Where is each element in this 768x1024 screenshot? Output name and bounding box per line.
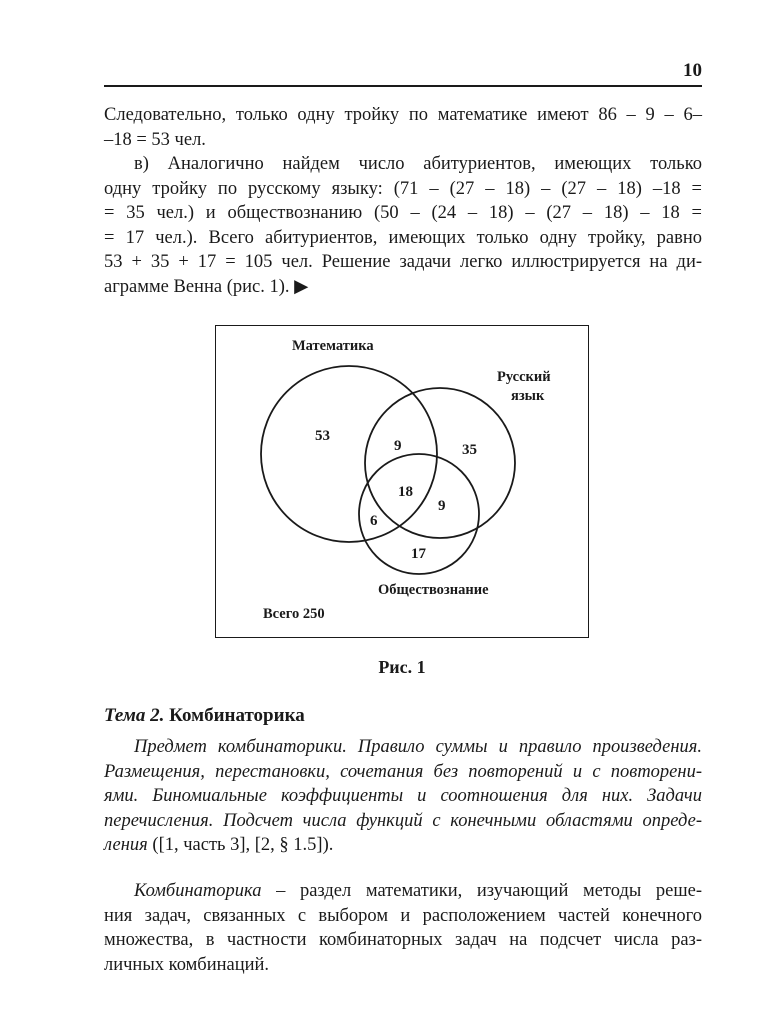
label-total: Всего 250 xyxy=(263,606,325,622)
text-line: перечисления. Подсчет числа функций с конечными областями опреде- xyxy=(104,810,702,831)
label-russian-line2: язык xyxy=(511,388,545,404)
region-social-only: 17 xyxy=(411,546,426,562)
topic-title: Комбинаторика xyxy=(164,705,305,726)
header-rule xyxy=(104,85,702,87)
text-line: ния задач, связанных с выбором и расположением частей конечного xyxy=(104,905,702,926)
label-russian-line1: Русский xyxy=(497,369,551,385)
region-math-russian: 9 xyxy=(394,438,402,454)
text-line: личных комбинаций. xyxy=(104,954,270,975)
text-line xyxy=(104,833,702,858)
label-math: Математика xyxy=(292,338,374,354)
text-line: –18 = 53 чел. xyxy=(104,129,206,150)
text-regular-part: ([1, часть 3], [2, § 1.5]). xyxy=(147,835,334,855)
region-russian-social: 9 xyxy=(438,498,446,514)
syllabus-paragraph xyxy=(104,735,702,858)
text-regular-part: – раздел математики, изучающий методы реше- xyxy=(261,881,702,901)
topic-heading xyxy=(104,705,305,727)
region-math-only: 53 xyxy=(315,428,330,444)
topic-prefix: Тема 2. xyxy=(104,705,165,726)
paragraph-analysis xyxy=(104,152,702,299)
text-line: Предмет комбинаторики. Правило суммы и правило произведения. xyxy=(134,737,702,757)
venn-diagram-frame xyxy=(215,325,589,638)
definition-paragraph xyxy=(104,879,702,977)
text-line: в) Аналогично найдем число абитуриентов, имеющих только xyxy=(134,154,702,174)
text-line: ями. Биномиальные коэффициенты и соотношения для них. Задачи xyxy=(104,786,702,806)
region-math-social: 6 xyxy=(370,513,378,529)
text-line: Следовательно, только одну тройку по математике имеют 86 – 9 – 6– xyxy=(104,105,702,125)
venn-diagram xyxy=(216,326,590,639)
text-line: Размещения, перестановки, сочетания без повторений и с повторени- xyxy=(104,761,702,782)
text-line: одну тройку по русскому языку: (71 – (27 – 18) – (27 – 18) –18 = xyxy=(104,178,702,199)
term-italic: Комбинаторика xyxy=(134,881,262,901)
label-social: Обществознание xyxy=(378,582,489,598)
region-all-three: 18 xyxy=(398,484,413,500)
text-line: = 35 чел.) и обществознанию (50 – (24 – 18) – (27 – 18) – 18 = xyxy=(104,203,702,223)
page-number: 10 xyxy=(683,60,702,81)
paragraph-math-result xyxy=(104,103,702,152)
text-line: множества, в частности комбинаторных задач на подсчет числа раз- xyxy=(104,930,702,950)
text-line xyxy=(104,879,702,904)
text-line: аграмме Венна (рис. 1). ▶ xyxy=(104,276,309,297)
region-russian-only: 35 xyxy=(462,442,477,458)
text-line: = 17 чел.). Всего абитуриентов, имеющих только одну тройку, равно xyxy=(104,227,702,248)
figure-caption: Рис. 1 xyxy=(378,657,426,677)
text-line: 53 + 35 + 17 = 105 чел. Решение задачи легко иллюстрируется на ди- xyxy=(104,252,702,272)
text-italic-part: ления xyxy=(104,835,148,855)
